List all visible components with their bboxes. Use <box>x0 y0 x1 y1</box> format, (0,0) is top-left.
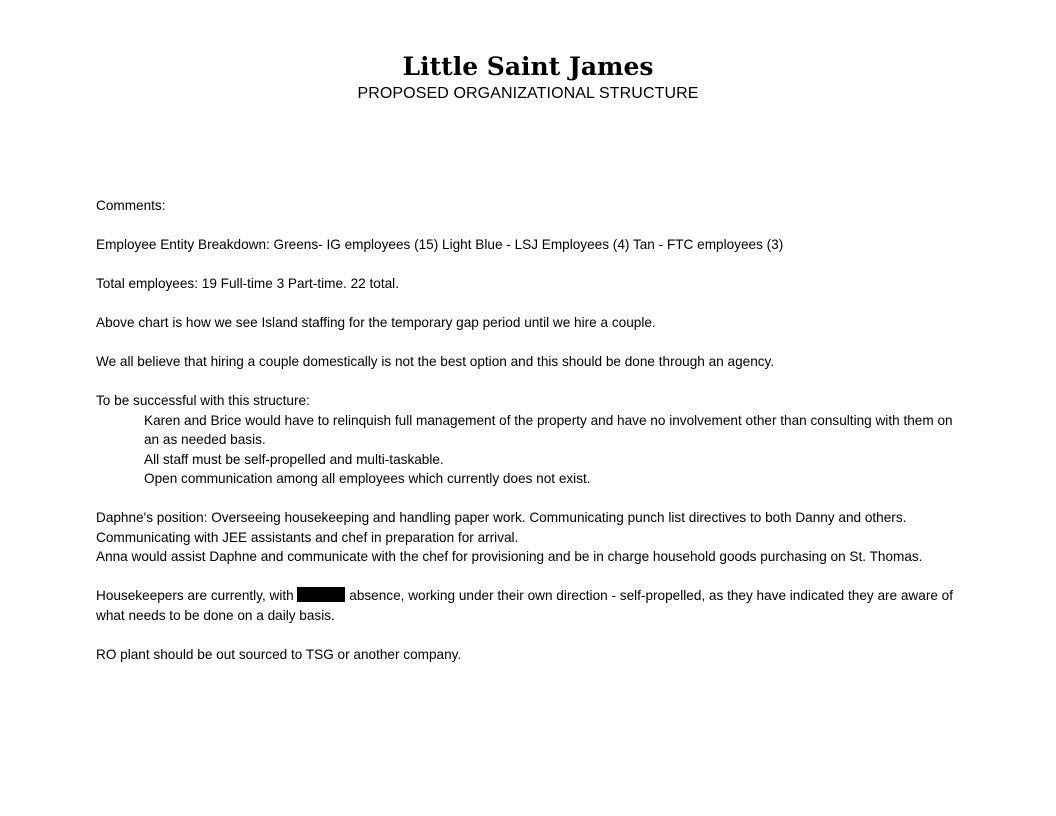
spacer <box>96 567 956 587</box>
spacer <box>96 255 956 275</box>
total-employees: Total employees: 19 Full-time 3 Part-time. 22 total. <box>96 276 399 291</box>
spacer <box>96 294 956 314</box>
spacer <box>96 372 956 392</box>
housekeepers-note <box>96 586 956 625</box>
document-body <box>96 196 956 664</box>
document-header <box>0 52 1056 104</box>
spacer <box>96 489 956 509</box>
success-item: Open communication among all employees which currently does not exist. <box>144 471 591 486</box>
document-subtitle: PROPOSED ORGANIZATIONAL STRUCTURE <box>357 85 699 102</box>
entity-breakdown: Employee Entity Breakdown: Greens- IG employees (15) Light Blue - LSJ Employees (4) Tan - FTC employees (3) <box>96 237 784 252</box>
redaction-block <box>297 587 345 602</box>
success-item: Karen and Brice would have to relinquish full management of the property and have no involvement other than consulting with them on an as needed basis. <box>144 412 953 447</box>
above-chart-note: Above chart is how we see Island staffing for the temporary gap period until we hire a couple. <box>96 315 656 330</box>
spacer <box>96 216 956 236</box>
daphne-position: Daphne's position: Overseeing housekeeping and handling paper work. Communicating punch list directives to both Danny and others. Communicating with JEE assistants and chef in preparation for arrival. <box>96 510 907 545</box>
spacer <box>96 333 956 353</box>
comments-label: Comments: <box>96 198 166 213</box>
ro-plant-note: RO plant should be out sourced to TSG or another company. <box>96 646 462 662</box>
success-intro: To be successful with this structure: <box>96 393 310 408</box>
success-item: All staff must be self-propelled and multi-taskable. <box>144 451 444 467</box>
anna-role: Anna would assist Daphne and communicate with the chef for provisioning and be in charge household goods purchasing on St. Thomas. <box>96 549 923 564</box>
housekeepers-text-end: absence, working under their own direction - self-propelled, as they have indicated they are aware of what needs to be done on a daily basis. <box>96 588 954 623</box>
hiring-belief: We all believe that hiring a couple domestically is not the best option and this should be done through an agency. <box>96 354 775 369</box>
housekeepers-text-start: Housekeepers are currently, with <box>96 588 298 603</box>
document-title: Little Saint James <box>402 52 654 81</box>
spacer <box>96 625 956 645</box>
